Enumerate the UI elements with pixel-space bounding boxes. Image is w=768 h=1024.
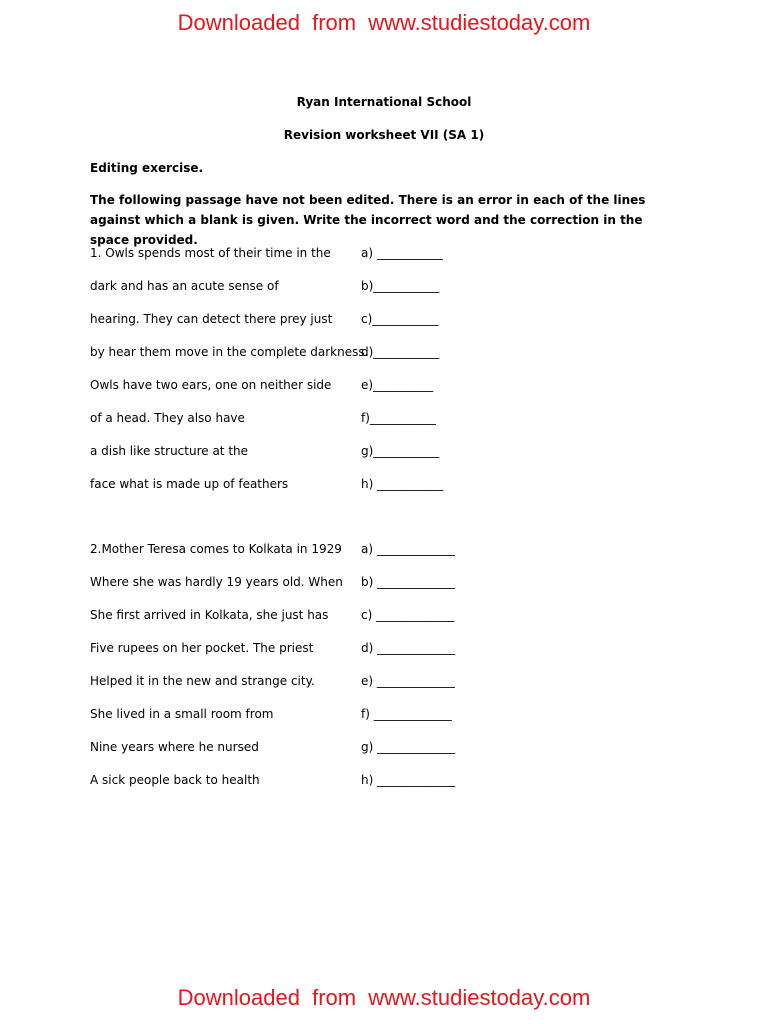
answer-blank: a) ___________ [361,246,443,260]
passage-line: Nine years where he nursed [90,740,259,754]
answer-blank: b)___________ [361,279,440,293]
passage-line: Helped it in the new and strange city. [90,674,315,688]
passage-line: of a head. They also have [90,411,245,425]
answer-blank: h) ___________ [361,477,444,491]
passage-line: She lived in a small room from [90,707,274,721]
answer-blank: g)___________ [361,444,440,458]
exercise-instructions: The following passage have not been edited. There is an error in each of the lines against which a blank is given. Write the incorrect word and the correction in the space provided. [90,193,646,247]
worksheet-title: Revision worksheet VII (SA 1) [283,128,485,142]
passage-line: hearing. They can detect there prey just [90,312,333,326]
passage-line: A sick people back to health [90,773,260,787]
answer-blank: b) _____________ [361,575,456,589]
answer-blank: g) _____________ [361,740,456,754]
school-name: Ryan International School [296,95,472,109]
passage-line: dark and has an acute sense of [90,279,279,293]
passage-line: 1. Owls spends most of their time in the [90,246,331,260]
passage-line: face what is made up of feathers [90,477,289,491]
exercise-title: Editing exercise. [90,161,204,175]
answer-blank: f) _____________ [361,707,452,721]
download-banner-top: Downloaded from www.studiestoday.com [177,10,591,35]
answer-blank: d)___________ [361,345,440,359]
passage-line: Where she was hardly 19 years old. When [90,575,343,589]
answer-blank: d) _____________ [361,641,456,655]
answer-blank: c) _____________ [361,608,455,622]
download-banner-bottom: Downloaded from www.studiestoday.com [177,985,591,1010]
answer-blank: e)__________ [361,378,434,392]
answer-blank: h) _____________ [361,773,456,787]
passage-line: by hear them move in the complete darkness. [90,345,369,359]
answer-blank: f)___________ [361,411,436,425]
answer-blank: c)___________ [361,312,439,326]
passage-line: Five rupees on her pocket. The priest [90,641,314,655]
answer-blank: e) _____________ [361,674,455,688]
passage-line: She first arrived in Kolkata, she just has [90,608,329,622]
passage-line: a dish like structure at the [90,444,249,458]
passage-line: 2.Mother Teresa comes to Kolkata in 1929 [90,542,342,556]
passage-line: Owls have two ears, one on neither side [90,378,332,392]
answer-blank: a) _____________ [361,542,455,556]
